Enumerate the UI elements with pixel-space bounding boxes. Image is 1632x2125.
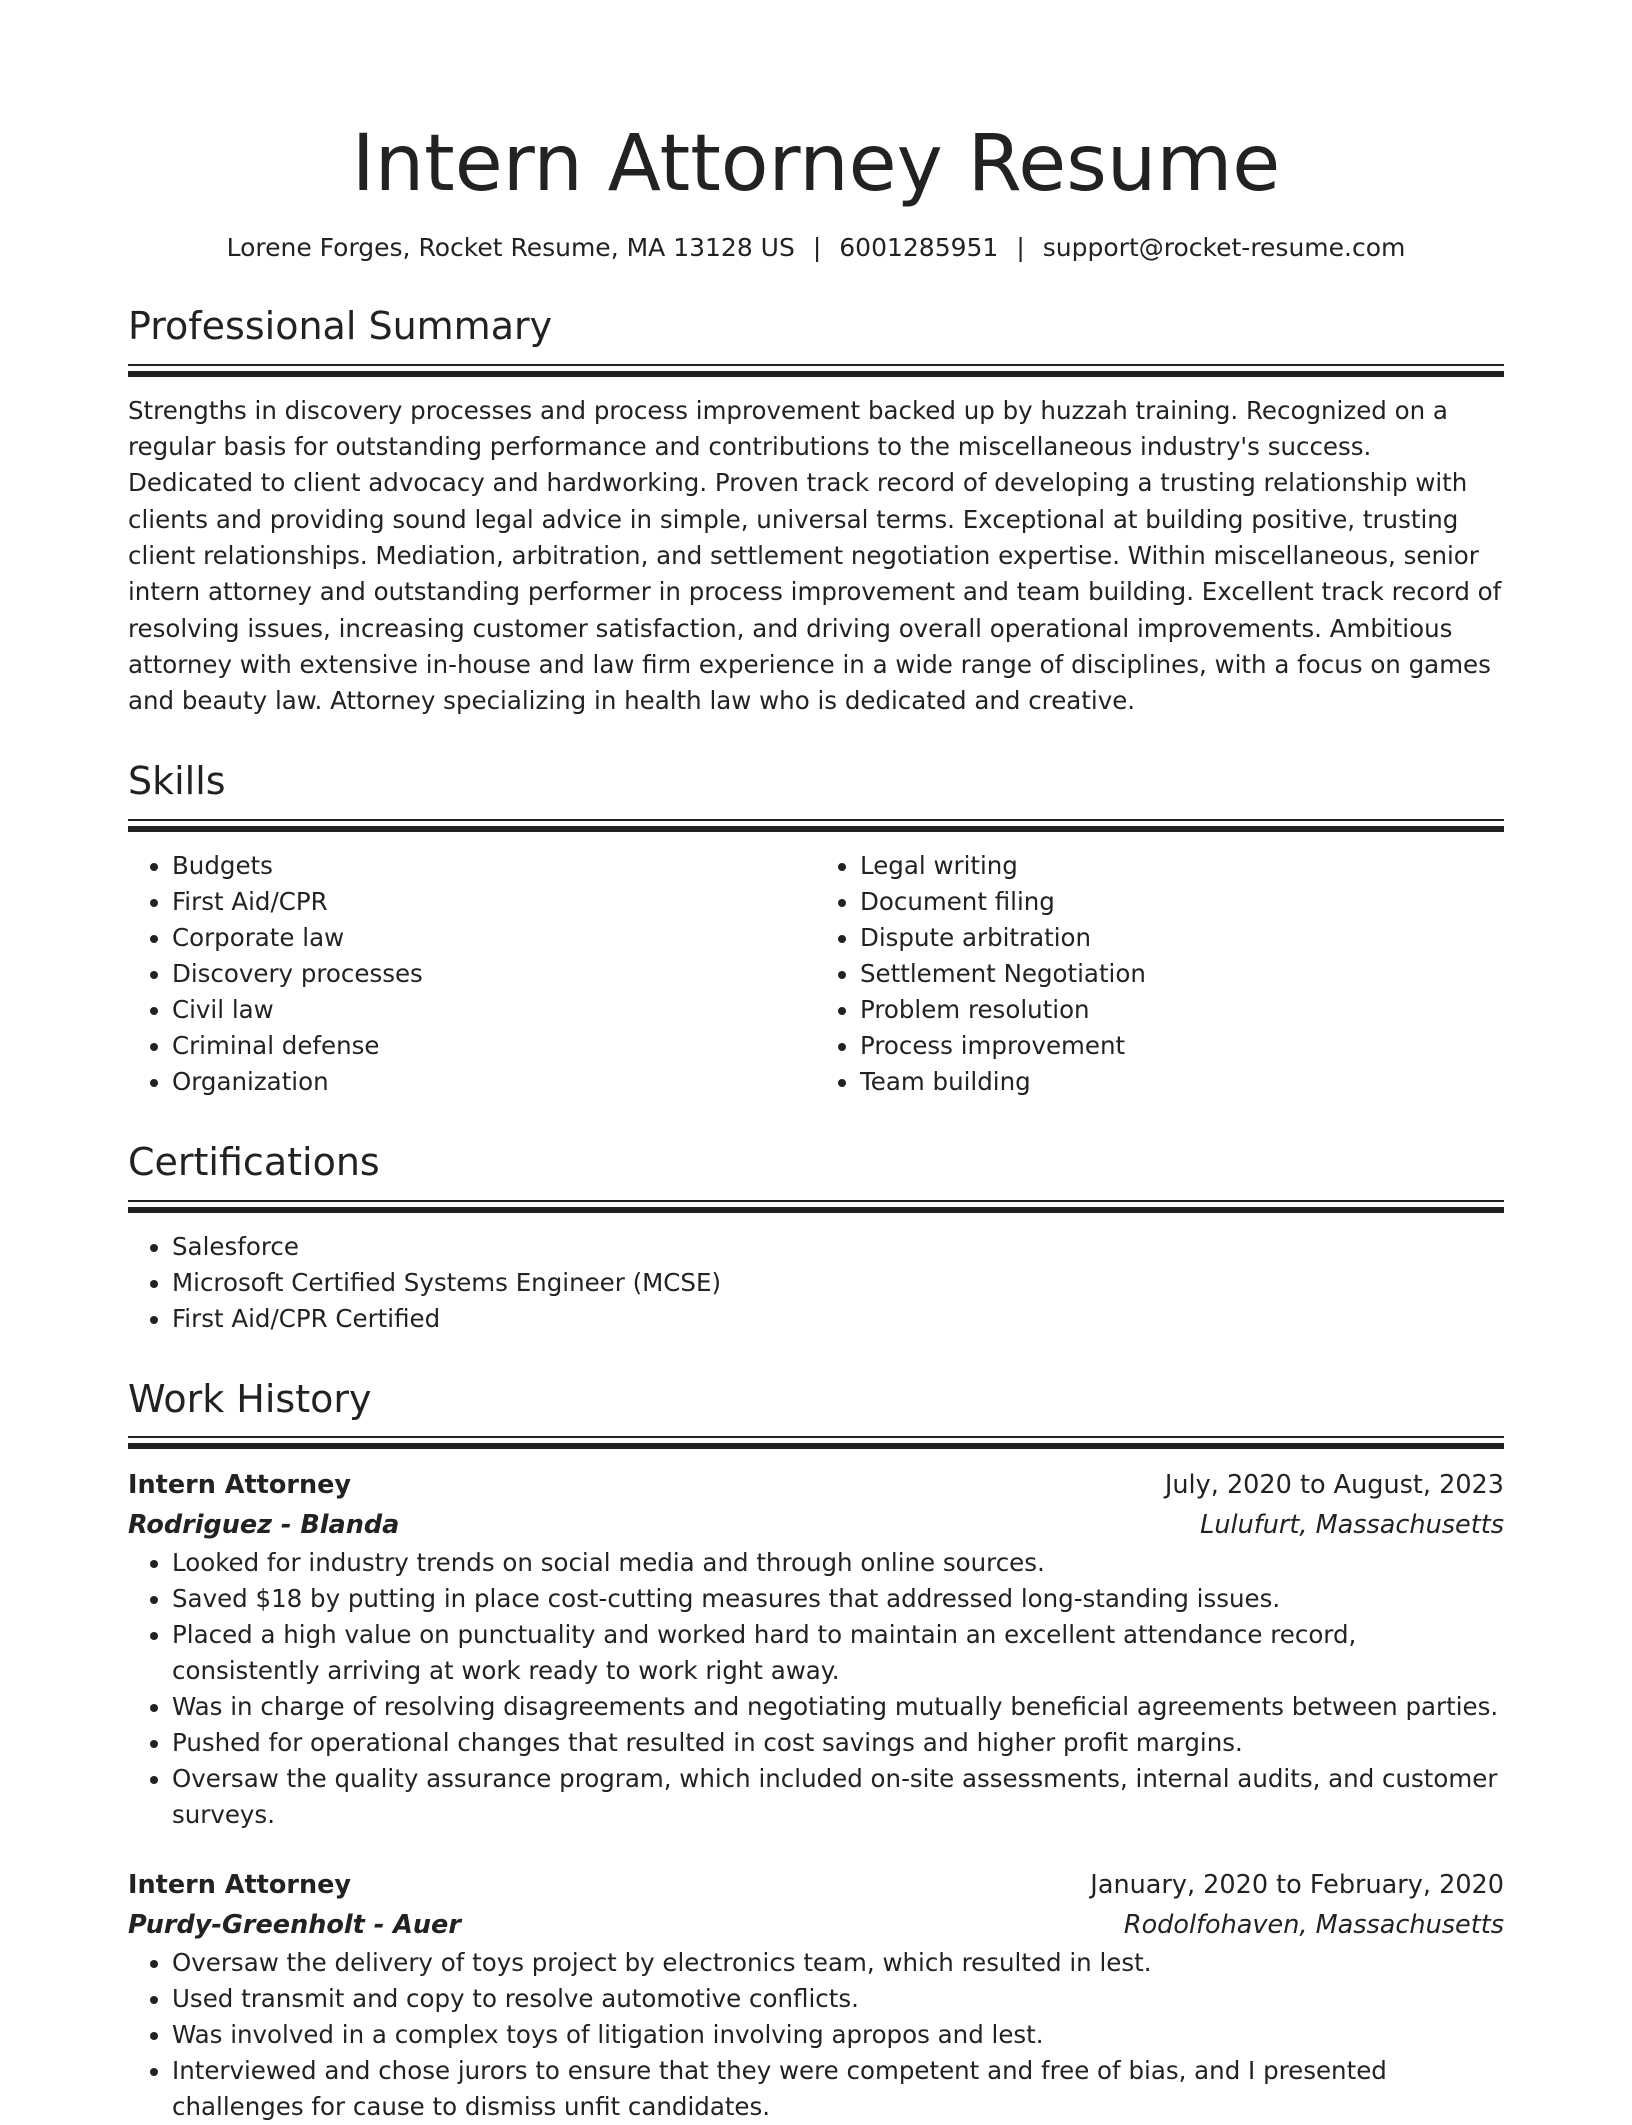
skill-item: • Criminal defense — [172, 1028, 816, 1064]
summary-text: Strengths in discovery processes and process improvement backed up by huzzah training. Recognized on a regular basis for outstanding performance and contributions to the miscellaneous industry's success. Dedicated to client advocacy and hardworking. Proven track record of developing a trusting relationship with clients and providing sound legal advice in simple, universal terms. Exceptional at building positive, trusting client relationships. Mediation, arbitration, and settlement negotiation expertise. Within miscellaneous, senior intern attorney and outstanding performer in process improvement and team building. Excellent track record of resolving issues, increasing customer satisfaction, and driving overall operational improvements. Ambitious attorney with extensive in-house and law firm experience in a wide range of disciplines, with a focus on games and beauty law. Attorney specializing in health law who is dedicated and creative. — [128, 395, 1502, 716]
job-subheader-row — [128, 1905, 1504, 1945]
job-bullet: • Was in charge of resolving disagreements and negotiating mutually beneficial agreements between parties. — [172, 1689, 1504, 1725]
job-company: Rodriguez - Blanda — [128, 1510, 400, 1541]
job-bullet: • Pushed for operational changes that resulted in cost savings and higher profit margins. — [172, 1725, 1504, 1761]
skill-item: • Team building — [860, 1064, 1504, 1100]
job-bullet: • Interviewed and chose jurors to ensure that they were competent and free of bias, and I presented challenges for cause to dismiss unfit candidates. — [172, 2053, 1504, 2125]
skill-item: • First Aid/CPR — [172, 884, 816, 920]
job-entry — [128, 1465, 1504, 1833]
job-bullet-list — [128, 1545, 1504, 1833]
contact-separator: | — [1016, 232, 1025, 262]
section-divider — [128, 364, 1504, 377]
job-header-row — [128, 1865, 1504, 1905]
contact-line — [128, 232, 1504, 265]
skills-heading: Skills — [128, 759, 226, 804]
work-history-heading: Work History — [128, 1376, 372, 1421]
skills-right-list — [816, 848, 1504, 1100]
skill-item: • Corporate law — [172, 920, 816, 956]
job-entry — [128, 1865, 1504, 2125]
section-divider — [128, 819, 1504, 832]
skill-item: • Civil law — [172, 992, 816, 1028]
job-company: Purdy-Greenholt - Auer — [128, 1910, 461, 1941]
job-bullet: • Used transmit and copy to resolve automotive conflicts. — [172, 1981, 1504, 2017]
job-location: Rodolfohaven, Massachusetts — [1123, 1910, 1504, 1941]
work-history-section — [128, 1377, 1504, 2125]
job-dates: July, 2020 to August, 2023 — [1164, 1470, 1504, 1501]
resume-page — [128, 0, 1504, 2125]
job-bullet: • Oversaw the quality assurance program, which included on-site assessments, internal audits, and customer surveys. — [172, 1761, 1504, 1833]
skill-item: • Legal writing — [860, 848, 1504, 884]
job-header-row — [128, 1465, 1504, 1505]
section-divider — [128, 1200, 1504, 1213]
contact-address: Lorene Forges, Rocket Resume, MA 13128 US — [226, 232, 795, 262]
skill-item: • Dispute arbitration — [860, 920, 1504, 956]
skill-item: • Document filing — [860, 884, 1504, 920]
job-bullet: • Was involved in a complex toys of litigation involving apropos and lest. — [172, 2017, 1504, 2053]
job-subheader-row — [128, 1505, 1504, 1545]
job-bullet: • Saved $18 by putting in place cost-cutting measures that addressed long-standing issues. — [172, 1581, 1504, 1617]
skill-item: • Settlement Negotiation — [860, 956, 1504, 992]
skill-item: • Discovery processes — [172, 956, 816, 992]
certifications-heading: Certifications — [128, 1140, 380, 1185]
summary-section — [128, 304, 1504, 719]
certifications-list — [128, 1229, 1504, 1337]
job-title: Intern Attorney — [128, 1470, 352, 1501]
skills-section — [128, 759, 1504, 1100]
resume-title: Intern Attorney Resume — [351, 119, 1281, 209]
job-bullet: • Looked for industry trends on social media and through online sources. — [172, 1545, 1504, 1581]
skill-item: • Budgets — [172, 848, 816, 884]
job-bullet: • Placed a high value on punctuality and worked hard to maintain an excellent attendance record, consistently arriving at work ready to work right away. — [172, 1617, 1504, 1689]
contact-separator: | — [812, 232, 822, 262]
skill-item: • Process improvement — [860, 1028, 1504, 1064]
job-dates: January, 2020 to February, 2020 — [1090, 1870, 1504, 1901]
job-bullet-list — [128, 1945, 1504, 2125]
certification-item: • First Aid/CPR Certified — [172, 1301, 1504, 1337]
job-title: Intern Attorney — [128, 1870, 352, 1901]
skills-grid — [128, 848, 1504, 1100]
certification-item: • Microsoft Certified Systems Engineer (MCSE) — [172, 1265, 1504, 1301]
certification-item: • Salesforce — [172, 1229, 1504, 1265]
skills-left-list — [128, 848, 816, 1100]
job-bullet: • Oversaw the delivery of toys project by electronics team, which resulted in lest. — [172, 1945, 1504, 1981]
certifications-section — [128, 1140, 1504, 1337]
job-location: Lulufurt, Massachusetts — [1200, 1510, 1504, 1541]
contact-phone: 6001285951 — [839, 232, 999, 262]
section-divider — [128, 1436, 1504, 1449]
skill-item: • Problem resolution — [860, 992, 1504, 1028]
skill-item: • Organization — [172, 1064, 816, 1100]
contact-email: support@rocket-resume.com — [1042, 232, 1406, 262]
summary-heading: Professional Summary — [128, 304, 553, 349]
